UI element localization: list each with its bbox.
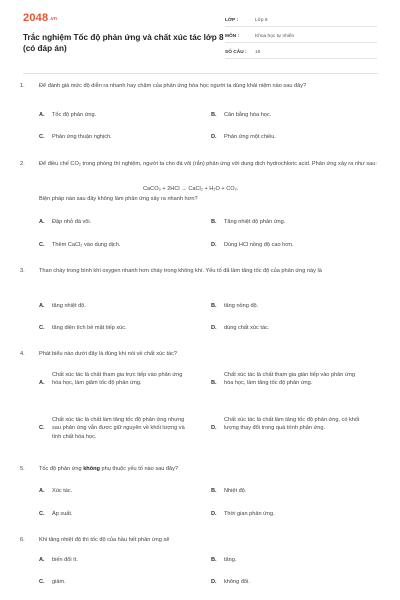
option-letter: B. bbox=[211, 219, 217, 225]
option-letter: C. bbox=[39, 511, 45, 517]
option-text: giảm. bbox=[52, 579, 66, 585]
option-letter: C. bbox=[39, 325, 45, 331]
question-text: Phát biểu nào dưới đây là đúng khi nói về chất xúc tác? bbox=[39, 351, 178, 357]
option-text: Áp suất. bbox=[52, 511, 73, 517]
meta-key: MÔN : bbox=[225, 33, 240, 39]
header-divider bbox=[23, 73, 378, 74]
site-logo[interactable] bbox=[23, 12, 57, 24]
option-text: tăng nồng độ. bbox=[224, 303, 259, 309]
option-text: tăng. bbox=[224, 557, 237, 563]
option-text: Xúc tác. bbox=[52, 488, 73, 494]
option-letter: D. bbox=[211, 425, 217, 431]
question-text: Biện pháp nào sau đây không làm phản ứng xảy ra nhanh hơn? bbox=[39, 196, 198, 202]
question-number: 6. bbox=[20, 537, 25, 543]
option-letter: B. bbox=[211, 488, 217, 494]
option-text: biến đổi ít. bbox=[52, 557, 78, 563]
meta-key: LỚP : bbox=[225, 17, 239, 23]
option-letter: B. bbox=[211, 303, 217, 309]
question-number: 5. bbox=[20, 466, 25, 472]
meta-table bbox=[225, 14, 377, 62]
option-text: Chất xúc tác là chất làm tăng tốc độ phản ứng nhưng sau phản ứng vẫn được giữ nguyên về khối lượng và tính chất hóa học. bbox=[52, 417, 185, 440]
page-title: Trắc nghiệm Tốc độ phản ứng và chất xúc tác lớp 8 (có đáp án) bbox=[23, 33, 224, 53]
chemical-equation: CaCO₃ + 2HCl → CaCl₂ + H₂O + CO₂. bbox=[143, 186, 239, 192]
option-text: Chất xúc tác là chất làm tăng tốc độ phản ứng, có khối lượng thay đổi trong quá trình phản ứng. bbox=[224, 417, 360, 432]
page-header bbox=[0, 0, 400, 68]
option-text: Nhiệt độ. bbox=[224, 488, 247, 494]
option-text: tăng nhiệt độ. bbox=[52, 303, 86, 309]
question-text: Khi tăng nhiệt độ thì tốc độ của hầu hết phản ứng sẽ bbox=[39, 537, 170, 543]
question-text: Để đánh giá mức độ diễn ra nhanh hay chậm của phản ứng hóa học người ta dùng khái niệm nào sau đây? bbox=[39, 83, 307, 89]
meta-value[interactable]: Khoa học tự nhiên bbox=[255, 33, 295, 39]
question-text: Than cháy trong bình khí oxygen nhanh hơn cháy trong không khí. Yếu tố đã làm tăng tốc độ của phản ứng này là bbox=[39, 268, 322, 274]
logo-text: 2048 bbox=[23, 12, 49, 24]
option-text: Chất xúc tác là chất tham gia gián tiếp vào phản ứng hóa học, làm tăng tốc độ phản ứng. bbox=[224, 372, 355, 387]
option-letter: D. bbox=[211, 242, 217, 248]
question-text-part: Tốc độ phản ứng bbox=[39, 466, 84, 472]
option-letter: D. bbox=[211, 579, 217, 585]
meta-row-subject bbox=[225, 30, 377, 43]
meta-value: 15 bbox=[255, 49, 261, 55]
question-number: 3. bbox=[20, 268, 25, 274]
question-text-emphasis: không bbox=[83, 466, 100, 472]
option-letter: A. bbox=[39, 488, 45, 494]
option-text: Thêm CaCl₂ vào dung dịch. bbox=[52, 242, 121, 248]
option-letter: A. bbox=[39, 557, 45, 563]
option-letter: B. bbox=[211, 380, 217, 386]
question-text bbox=[39, 465, 379, 475]
option-text: không đổi. bbox=[224, 579, 250, 585]
option-letter: C. bbox=[39, 134, 45, 140]
option-text: Đập nhỏ đá vôi. bbox=[52, 219, 92, 225]
question-text: Để điều chế CO₂ trong phòng thí nghiệm, người ta cho đá vôi (rắn) phản ứng với dung dịch hydrochloric acid. Phản ứng xảy ra như sau: bbox=[39, 161, 377, 167]
option-text: Cân bằng hóa học. bbox=[224, 112, 272, 118]
option-letter: A. bbox=[39, 112, 45, 118]
option-letter: C. bbox=[39, 425, 45, 431]
option-text: Dùng HCl nồng độ cao hơn. bbox=[224, 242, 294, 248]
option-text: Phản ứng thuận nghịch. bbox=[52, 134, 112, 140]
question-number: 2. bbox=[20, 161, 25, 167]
meta-key: SỐ CÂU : bbox=[225, 49, 247, 55]
option-text: Chất xúc tác là chất tham gia trực tiếp vào phản ứng hóa học, làm giảm tốc độ phản ứng. bbox=[52, 372, 183, 387]
meta-row-class bbox=[225, 14, 377, 27]
question-number: 1. bbox=[20, 83, 25, 89]
option-letter: C. bbox=[39, 242, 45, 248]
option-text: dùng chất xúc tác. bbox=[224, 325, 270, 331]
option-letter: D. bbox=[211, 511, 217, 517]
question-text-part: phụ thuộc yếu tố nào sau đây? bbox=[99, 466, 179, 472]
option-text: Tốc độ phản ứng. bbox=[52, 112, 97, 118]
meta-row-count bbox=[225, 46, 377, 59]
option-letter: C. bbox=[39, 579, 45, 585]
meta-value[interactable]: Lớp 8 bbox=[255, 17, 268, 23]
option-letter: D. bbox=[211, 134, 217, 140]
option-text: tăng diện tích bề mặt tiếp xúc. bbox=[52, 325, 127, 331]
option-text: Phản ứng một chiều. bbox=[224, 134, 276, 140]
option-letter: B. bbox=[211, 557, 217, 563]
option-letter: A. bbox=[39, 380, 45, 386]
option-letter: B. bbox=[211, 112, 217, 118]
option-letter: A. bbox=[39, 219, 45, 225]
logo-suffix: .vn bbox=[49, 16, 58, 22]
option-text: Thời gian phản ứng. bbox=[224, 511, 275, 517]
option-text: Tăng nhiệt độ phản ứng. bbox=[224, 219, 286, 225]
option-letter: D. bbox=[211, 325, 217, 331]
question-number: 4. bbox=[20, 351, 25, 357]
option-letter: A. bbox=[39, 303, 45, 309]
